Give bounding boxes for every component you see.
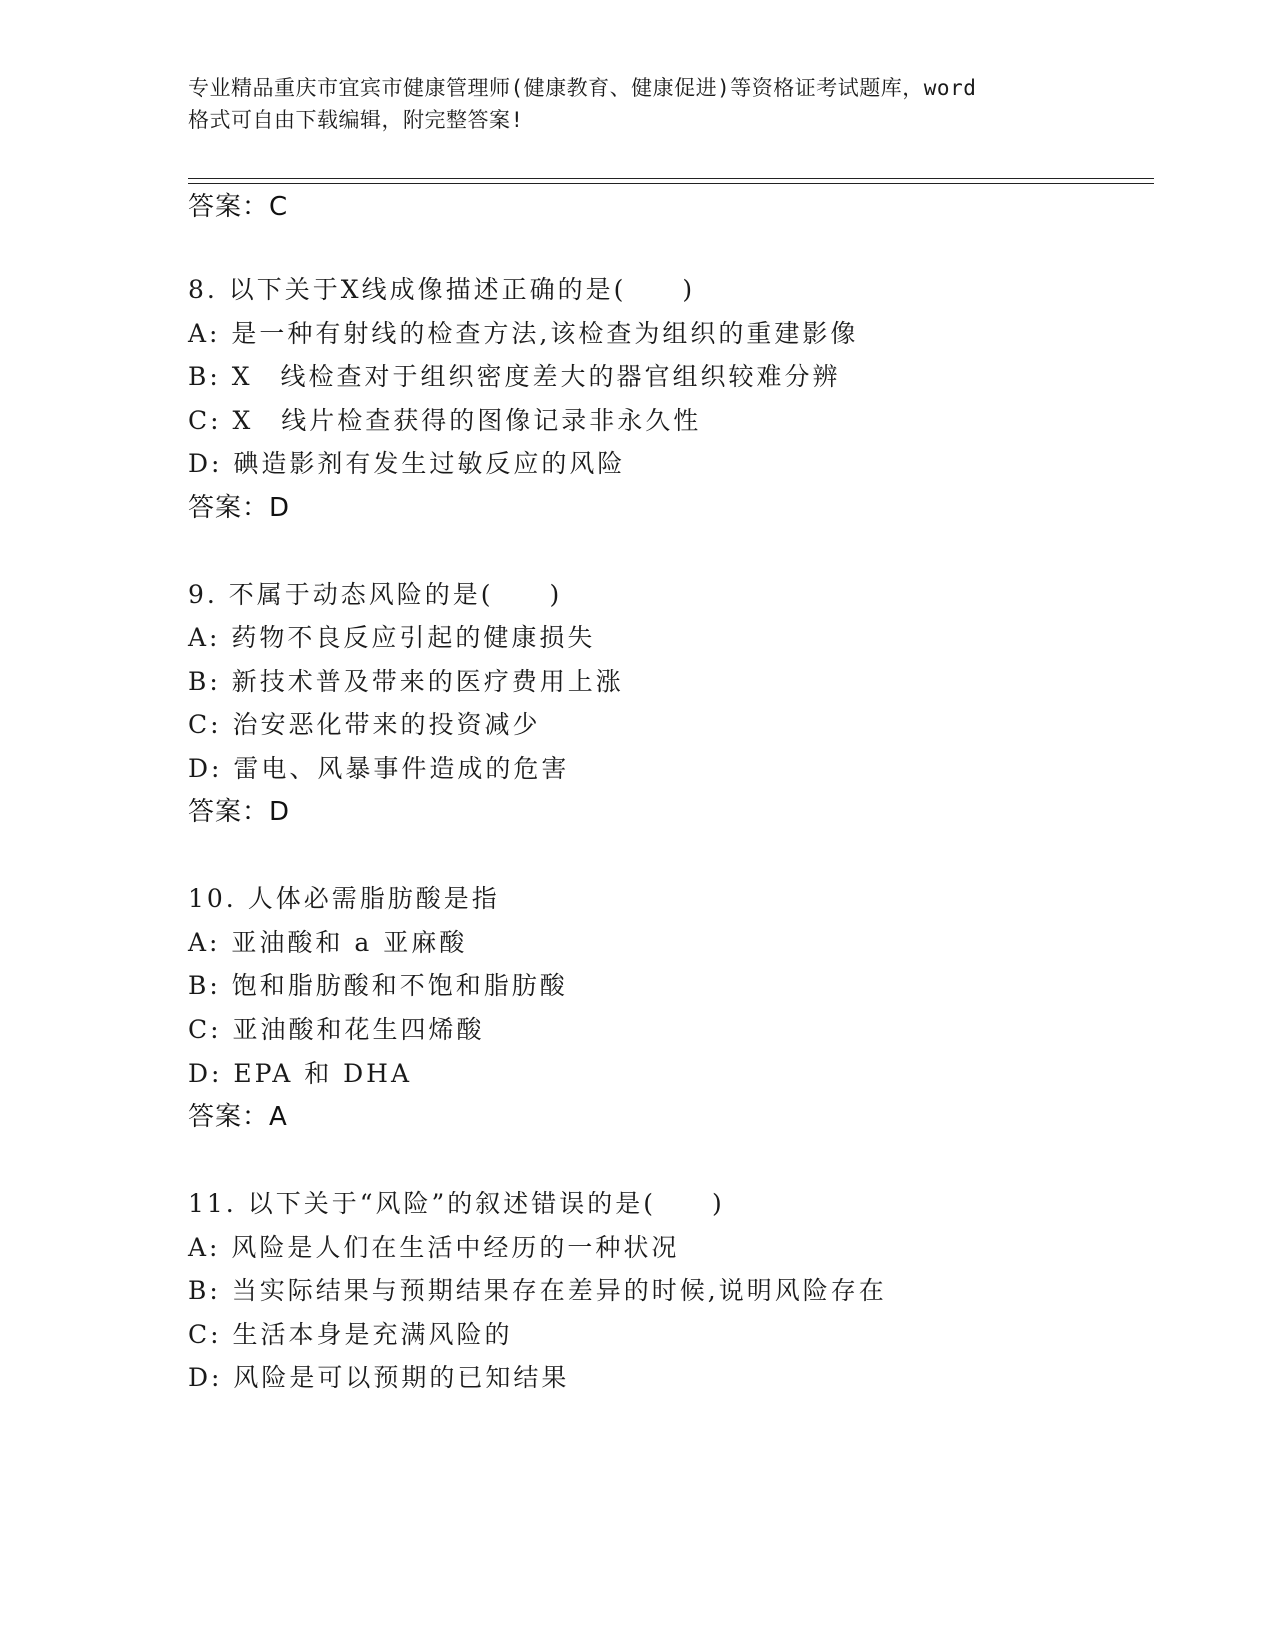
header-divider-top [188,178,1154,179]
option-a: A: 药物不良反应引起的健康损失 [188,623,596,652]
option-d: D: 雷电、风暴事件造成的危害 [188,754,570,783]
option-a: A: 亚油酸和 a 亚麻酸 [188,928,468,957]
option-c: C: 治安恶化带来的投资减少 [188,710,541,739]
answer-line: 答案：D [188,797,291,827]
option-b: B: 新技术普及带来的医疗费用上涨 [188,667,624,696]
header-line-2: 格式可自由下载编辑，附完整答案! [188,108,524,132]
header-divider-bottom [188,183,1154,184]
answer-line: 答案：D [188,493,291,523]
header-line-1: 专业精品重庆市宜宾市健康管理师(健康教育、健康促进)等资格证考试题库，word [188,76,977,100]
option-d: D: 风险是可以预期的已知结果 [188,1363,570,1392]
question-stem: 10. 人体必需脂肪酸是指 [188,884,500,913]
option-a: A: 风险是人们在生活中经历的一种状况 [188,1233,680,1262]
option-c: C: X 线片检查获得的图像记录非永久性 [188,406,702,435]
option-a: A: 是一种有射线的检查方法,该检查为组织的重建影像 [188,319,859,348]
option-d: D: 碘造影剂有发生过敏反应的风险 [188,449,626,478]
document-header [188,72,1088,136]
question-stem: 8. 以下关于X线成像描述正确的是( ) [188,275,696,304]
option-b: B: X 线检查对于组织密度差大的器官组织较难分辨 [188,362,841,391]
option-d: D: EPA 和 DHA [188,1059,413,1088]
question-stem: 9. 不属于动态风险的是( ) [188,580,563,609]
option-b: B: 饱和脂肪酸和不饱和脂肪酸 [188,971,568,1000]
option-b: B: 当实际结果与预期结果存在差异的时候,说明风险存在 [188,1276,887,1305]
question-stem: 11. 以下关于“风险”的叙述错误的是( ) [188,1189,725,1218]
answer-line: 答案：C [188,192,289,222]
option-c: C: 生活本身是充满风险的 [188,1320,513,1349]
answer-line: 答案：A [188,1102,288,1132]
option-c: C: 亚油酸和花生四烯酸 [188,1015,485,1044]
